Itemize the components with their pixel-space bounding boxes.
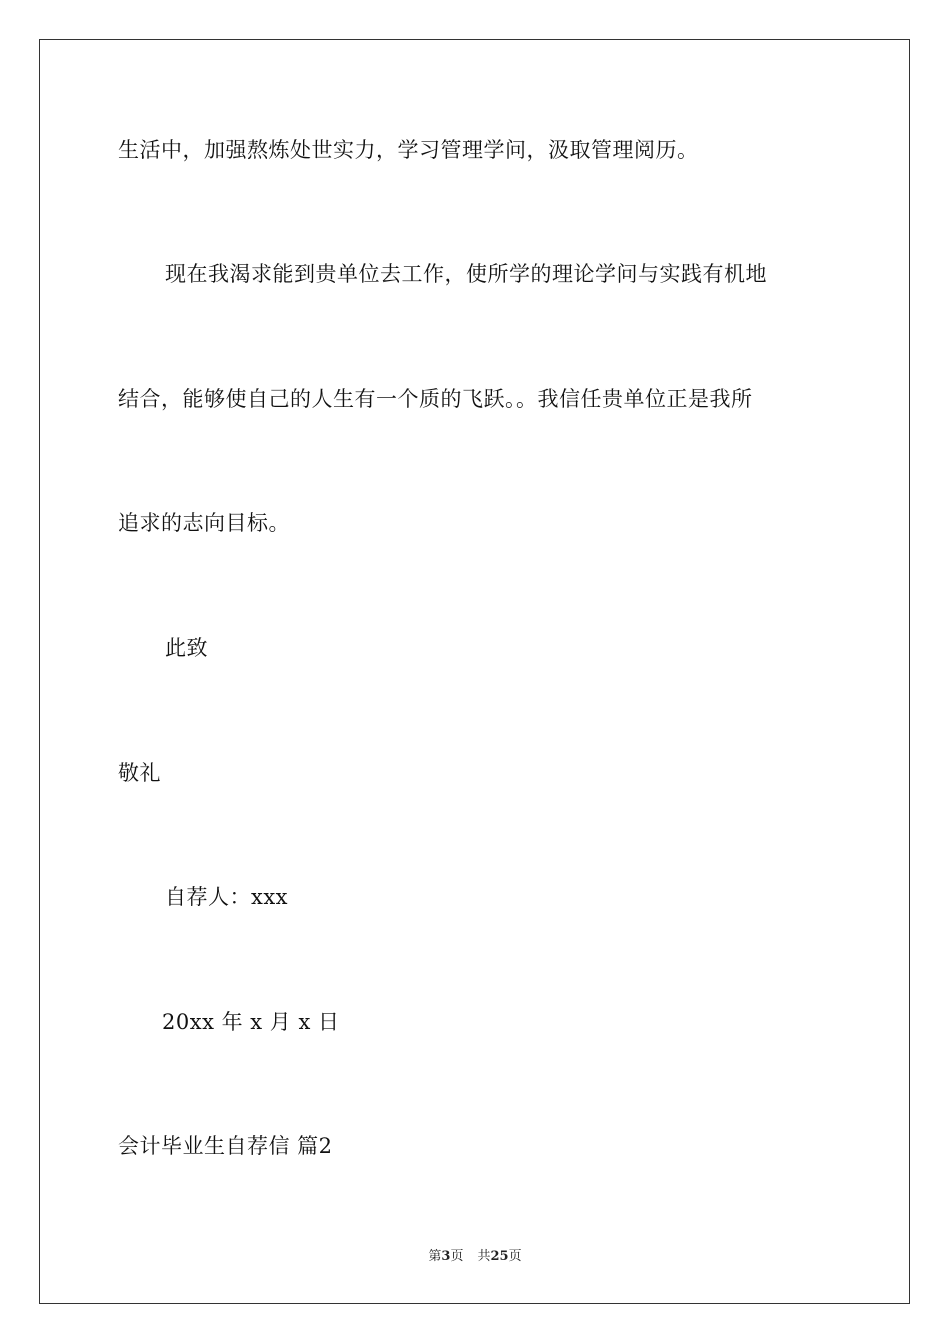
page-suffix: 页 [450, 1249, 464, 1264]
body-line-1: 生活中，加强熬炼处世实力，学习管理学问，汲取管理阅历。 [118, 138, 699, 162]
closing-regards: 敬礼 [118, 761, 161, 785]
section-heading: 会计毕业生自荐信 篇2 [118, 1134, 333, 1158]
date-line: 20xx 年 x 月 x 日 [162, 1010, 340, 1034]
total-prefix: 共 [477, 1249, 491, 1264]
page-footer [0, 1248, 950, 1266]
page-frame [39, 39, 910, 1304]
body-line-3: 结合，能够使自己的人生有一个质的飞跃。。我信任贵单位正是我所 [118, 387, 753, 411]
page-prefix: 第 [428, 1249, 442, 1264]
closing-salutation: 此致 [165, 636, 208, 660]
body-line-2: 现在我渴求能到贵单位去工作，使所学的理论学问与实践有机地 [165, 262, 767, 286]
page-total: 25 [490, 1249, 509, 1264]
body-line-4: 追求的志向目标。 [118, 511, 290, 535]
total-suffix: 页 [508, 1249, 522, 1264]
signature-line: 自荐人：xxx [165, 885, 289, 909]
page-current: 3 [441, 1249, 451, 1264]
